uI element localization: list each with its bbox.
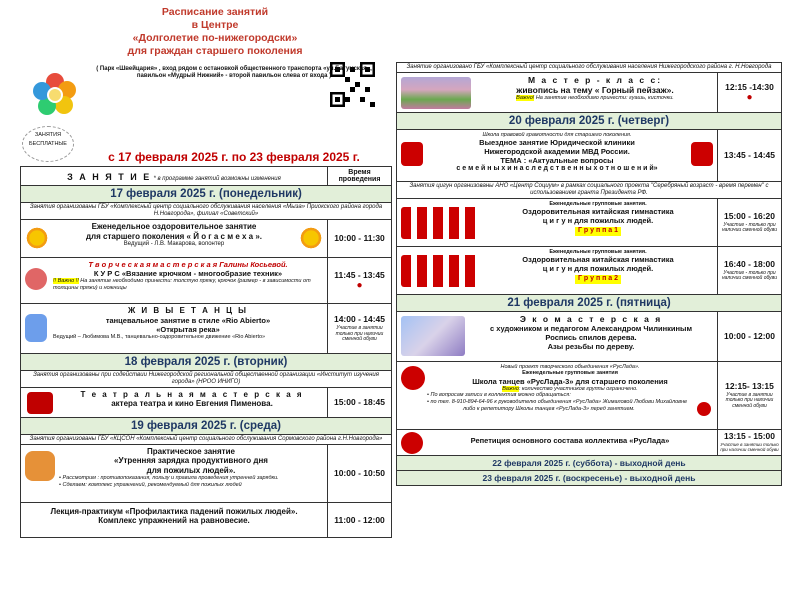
organizer-note: Занятия цигун организованы АНО «Центр Социум» в рамках социального проекта "Серебряный возраст - время перемен" с использованием гранта Президента РФ. (397, 182, 781, 199)
graduate-icon (691, 142, 713, 166)
organizer-note: Занятия организованы при содействии Нижегородской региональной общественной организации «Институт изучения города» (НРОО ИНИГО) (21, 371, 391, 388)
logo (30, 70, 80, 120)
ruslada-emblem-icon (697, 402, 711, 416)
organizer-note: Занятия организованы ГБУ «КЦСОН «Комплексный центр социального обслуживания Сормовского района г.Н.Новгорода» (21, 435, 391, 445)
organizer-note: Занятия организованы ГБУ «Комплексный центр социального обслуживания населения «Мыза» Приокского района города Н.Новгорода», филиал «Советский» (21, 203, 391, 220)
list-item: Новый проект творческого объединения «РусЛада». Еженедельные групповые занятия Школа танцев «РусЛада-3» для старшего поколения Важно: количество участников группы ограничено. • По вопросам записи в коллектив можно обращаться: • по тел. 8-910-894-64-96 к руководителю объединения «РусЛада» Жималовой Любови Михайловне либо к репетитору Школы танцев «РусЛада-3» перед занятием. 12:15- 13:15 Участие в занятии только при наличии сменной обуви (397, 362, 781, 430)
list-item: Лекция-практикум «Профилактика падений пожилых людей». Комплекс упражнений на равновесие. 11:00 - 12:00 (21, 503, 391, 537)
day-header: 21 февраля 2025 г. (пятница) (397, 295, 781, 312)
list-item: Э к о м а с т е р с к а я с художником и педагогом Александром Чилинкиным Роспись спилов дерева. Азы резьбы по дереву. 10:00 - 12:00 (397, 312, 781, 362)
right-column (396, 62, 782, 486)
exercise-icon (25, 451, 55, 481)
list-item: Т в о р ч е с к а я м а с т е р с к а я Галины Косьевой. К У Р С «Вязание крючком - многообразие техник» !! Важно !! На занятие необходимо принести: толстую пряжу, крючок (размер - в зависимости от толщины пряжи) и ножницы 11:45 - 13:45 ● (21, 258, 391, 304)
day-header: 20 февраля 2025 г. (четверг) (397, 113, 781, 130)
weekend-sunday: 23 февраля 2025 г. (воскресенье) - выходной день (397, 471, 781, 485)
day-header: 19 февраля 2025 г. (среда) (21, 418, 391, 435)
mountain-painting-icon (401, 77, 471, 109)
left-column (20, 166, 392, 538)
pin-icon: ● (356, 279, 363, 291)
yarn-icon (25, 268, 47, 290)
list-item: Ж И В Ы Е Т А Н Ц Ы танцевальное занятие в стиле «Rio Abierto» «Открытая река» Ведущий – Любимова М.В., танцевально-оздоровительное движение «Rio Abierto» 14:00 - 14:45 Участие в занятии только при наличии сменной обуви (21, 304, 391, 354)
qigong-figures-icon (401, 255, 479, 287)
list-item: М а с т е р - к л а с с: живопись на тему « Горный пейзаж». Важно! На занятие необходимо принести: гуашь, кисточки. 12:15 -14:30 ● (397, 73, 781, 113)
ruslada-logo-icon (401, 432, 423, 454)
woodcraft-photo-icon (401, 316, 465, 356)
ruslada-logo-icon (401, 366, 425, 390)
free-badge: ЗАНЯТИЯ БЕСПЛАТНЫЕ (22, 126, 74, 162)
list-item: Еженедельное оздоровительное занятие для старшего поколения « Й о г а с м е х а ». Ведущий - Л.В. Макарова, волонтер 10:00 - 11:30 (21, 220, 391, 258)
graduate-icon (401, 142, 423, 166)
table-header: З А Н Я Т И Е * в программе занятий возможны изменения Время проведения (21, 167, 391, 186)
list-item: Репетиция основного состава коллектива «РусЛада» 13:15 - 15:00 Участие в занятии только при наличии сменной обуви (397, 430, 781, 456)
theater-icon (27, 392, 53, 414)
page-title: Расписание занятий в Центре «Долголетие по-нижегородски» для граждан старшего поколения (127, 6, 303, 58)
dancer-icon (25, 314, 47, 342)
list-item: Еженедельные групповые занятия. Оздоровительная китайская гимнастика ц и г у н для пожилых людей. Г р у п п а 2 16:40 - 18:00 Участие - только при наличии сменной обуви (397, 247, 781, 295)
list-item: Школа правовой грамотности для старшего поколения. Выездное занятие Юридической клиники Нижегородской академии МВД России. ТЕМА : «Актуальные вопросы с е м е й н ы х и н а с л е д с т в е н н ы х о т н о ш е н и й» 13:45 - 14:45 (397, 130, 781, 182)
list-item: Т е а т р а л ь н а я м а с т е р с к а я актера театра и кино Евгения Пименова. 15:00 - 18:45 (21, 388, 391, 418)
qigong-figures-icon (401, 207, 479, 239)
day-header: 18 февраля 2025 г. (вторник) (21, 354, 391, 371)
list-item: Практическое занятие «Утренняя зарядка продуктивного дня для пожилых людей». • Рассмотрим : противопоказания, пользу и правила проведения утренней зарядки. • Сделаем: комплекс упражнений, рекомендуемый для пожилых людей 10:00 - 10:50 (21, 445, 391, 503)
list-item: Еженедельные групповые занятия. Оздоровительная китайская гимнастика ц и г у н для пожилых людей. Г р у п п а 1 15:00 - 16:20 Участие - только при наличии сменной обуви (397, 199, 781, 247)
weekend-saturday: 22 февраля 2025 г. (суббота) - выходной день (397, 456, 781, 471)
pin-icon: ● (746, 91, 753, 103)
organizer-note: Занятие организовано ГБУ «Комплексный центр социального обслуживания населения Нижегородского района г. Н.Новгорода (397, 63, 781, 73)
day-header: 17 февраля 2025 г. (понедельник) (21, 186, 391, 203)
sun-icon (299, 226, 323, 250)
address: ( Парк «Швейцария» , вход рядом с остановкой общественного транспорта «ул.Батумская», павильон «Мудрый Нижний» - второй павильон слева от входа ) (96, 66, 372, 80)
sun-icon (25, 226, 49, 250)
date-range: с 17 февраля 2025 г. по 23 февраля 2025 г. (108, 150, 360, 164)
